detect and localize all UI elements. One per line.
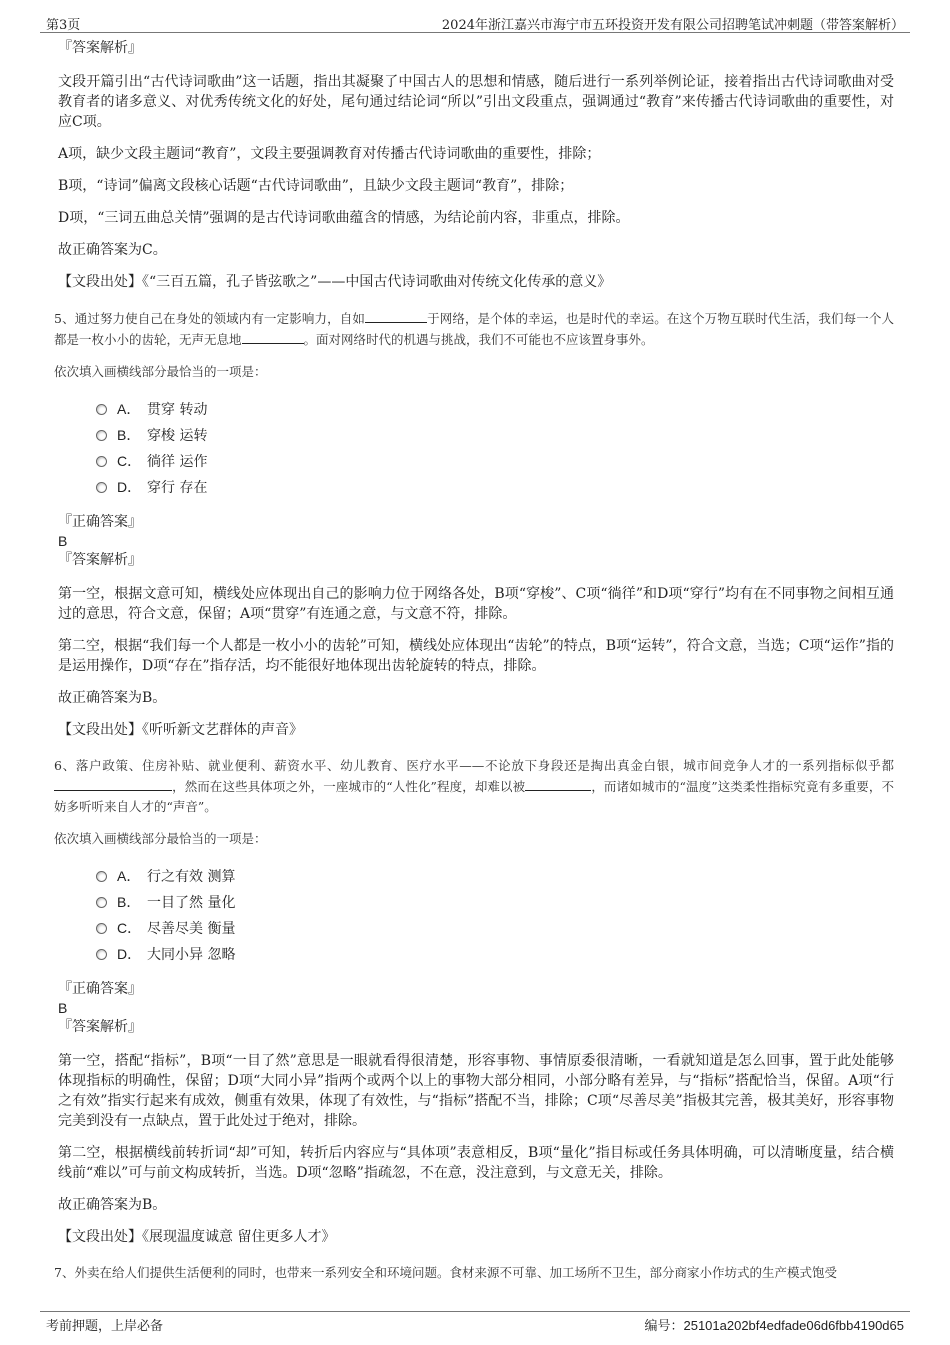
document-code: 编号：25101a202bf4edfade06d6fbb4190d65 xyxy=(644,1318,904,1334)
passage-source: 【文段出处】《听听新文艺群体的声音》 xyxy=(58,722,303,738)
radio-button[interactable] xyxy=(96,456,107,467)
passage-source: 【文段出处】《“三百五篇，孔子皆弦歌之”——中国古代诗词歌曲对传统文化传承的意义》 xyxy=(58,274,612,290)
correct-answer: B xyxy=(58,533,68,549)
option-d[interactable]: D． 穿行 存在 xyxy=(96,474,894,500)
question-instruction: 依次填入画横线部分最恰当的一项是： xyxy=(54,364,267,379)
radio-button[interactable] xyxy=(96,949,107,960)
option-b[interactable]: B． 穿梭 运转 xyxy=(96,422,894,448)
option-c[interactable]: C． 徜徉 运作 xyxy=(96,448,894,474)
analysis-conclusion: 故正确答案为C。 xyxy=(58,242,167,258)
analysis-paragraph: 第二空，根据横线前转折词“却”可知，转折后内容应与“具体项”表意相反，B项“量化”指目标或任务具体明确，可以清晰度量，结合横线前“难以”可与前文构成转折，当选。D项“忽略”指疏忽，不在意，没注意到，与文意无关，排除。 xyxy=(58,1145,894,1181)
analysis-paragraph: A项，缺少文段主题词“教育”，文段主要强调教育对传播古代诗词歌曲的重要性，排除； xyxy=(58,146,601,162)
question-6-options xyxy=(96,863,894,967)
page-content xyxy=(54,38,894,1295)
page-header xyxy=(40,14,910,33)
radio-button[interactable] xyxy=(96,923,107,934)
analysis-paragraph: 第一空，搭配“指标”，B项“一目了然”意思是一眼就看得很清楚，形容事物、事情原委很清晰，一看就知道是怎么回事，置于此处能够体现指标的明确性，保留；D项“大同小异”指两个或两个以上的事物大部分相同，小部分略有差异，与“指标”搭配恰当，保留。A项“行之有效”指实行起来有成效，侧重有效果，体现了有效性，与“指标”搭配不当，排除；C项“尽善尽美”指极其完善，极其美好，形容事物完美到没有一点缺点，置于此处过于绝对，排除。 xyxy=(58,1053,894,1129)
option-c[interactable]: C． 尽善尽美 衡量 xyxy=(96,915,894,941)
page-number: 第3页 xyxy=(46,18,81,33)
analysis-label: 『答案解析』 xyxy=(58,1019,142,1035)
correct-answer: B xyxy=(58,1000,68,1016)
document-title: 2024年浙江嘉兴市海宁市五环投资开发有限公司招聘笔试冲刺题（带答案解析） xyxy=(441,18,904,33)
analysis-paragraph: 第二空，根据“我们每一个人都是一枚小小的齿轮”可知，横线处应体现出“齿轮”的特点，B项“运转”，符合文意，当选；C项“运作”指的是运用操作，D项“存在”指存活，均不能很好地体现出齿轮旋转的特点，排除。 xyxy=(58,638,894,674)
fill-blank xyxy=(242,329,304,344)
fill-blank xyxy=(525,776,591,791)
analysis-label: 『答案解析』 xyxy=(58,40,142,56)
option-d[interactable]: D． 大同小异 忽略 xyxy=(96,941,894,967)
analysis-paragraph: D项，“三词五曲总关情”强调的是古代诗词歌曲蕴含的情感，为结论前内容，非重点，排除。 xyxy=(58,210,630,226)
option-a[interactable]: A． 贯穿 转动 xyxy=(96,396,894,422)
radio-button[interactable] xyxy=(96,404,107,415)
radio-button[interactable] xyxy=(96,482,107,493)
page-footer xyxy=(40,1311,910,1332)
question-instruction: 依次填入画横线部分最恰当的一项是： xyxy=(54,831,267,846)
fill-blank xyxy=(54,776,172,791)
radio-button[interactable] xyxy=(96,430,107,441)
correct-answer-label: 『正确答案』 xyxy=(58,514,142,530)
question-6-stem: 6、落户政策、住房补贴、就业便利、薪资水平、幼儿教育、医疗水平——不论放下身段还是掏出真金白银，城市间竞争人才的一系列指标似乎都，然而在这些具体项之外，一座城市的“人性化”程度，却难以被 ，而诸如城市的“温度”这类柔性指标究竟有多重要，不妨多听听来自人才的“声音”。 xyxy=(54,758,894,814)
option-a[interactable]: A． 行之有效 测算 xyxy=(96,863,894,889)
correct-answer-label: 『正确答案』 xyxy=(58,981,142,997)
analysis-paragraph: 第一空，根据文意可知，横线处应体现出自己的影响力位于网络各处，B项“穿梭”、C项“徜徉”和D项“穿行”均有在不同事物之间相互通过的意思，符合文意，保留；A项“贯穿”有连通之意，与文意不符，排除。 xyxy=(58,586,894,622)
passage-source: 【文段出处】《展现温度诚意 留住更多人才》 xyxy=(58,1229,336,1245)
analysis-conclusion: 故正确答案为B。 xyxy=(58,690,167,706)
option-b[interactable]: B． 一目了然 量化 xyxy=(96,889,894,915)
fill-blank xyxy=(365,308,427,323)
question-5-options xyxy=(96,396,894,500)
radio-button[interactable] xyxy=(96,871,107,882)
analysis-conclusion: 故正确答案为B。 xyxy=(58,1197,167,1213)
radio-button[interactable] xyxy=(96,897,107,908)
question-7-stem: 7、外卖在给人们提供生活便利的同时，也带来一系列安全和环境问题。食材来源不可靠、加工场所不卫生，部分商家小作坊式的生产模式饱受 xyxy=(54,1265,837,1280)
analysis-label: 『答案解析』 xyxy=(58,552,142,568)
analysis-paragraph: 文段开篇引出“古代诗词歌曲”这一话题，指出其凝聚了中国古人的思想和情感，随后进行一系列举例论证，接着指出古代诗词歌曲对受教育者的诸多意义、对优秀传统文化的好处，尾句通过结论词“所以”引出文段重点，强调通过“教育”来传播古代诗词歌曲的重要性，对应C项。 xyxy=(58,74,894,130)
footer-slogan: 考前押题，上岸必备 xyxy=(46,1319,164,1334)
analysis-paragraph: B项，“诗词”偏离文段核心话题“古代诗词歌曲”，且缺少文段主题词“教育”，排除； xyxy=(58,178,574,194)
question-5-stem: 5、通过努力使自己在身处的领域内有一定影响力，自如 于网络，是个体的幸运，也是时代的幸运。在这个万物互联时代生活，我们每一个人都是一枚小小的齿轮，无声无息地 。面对网络时代的机遇与挑战，我们不可能也不应该置身事外。 xyxy=(54,308,894,350)
